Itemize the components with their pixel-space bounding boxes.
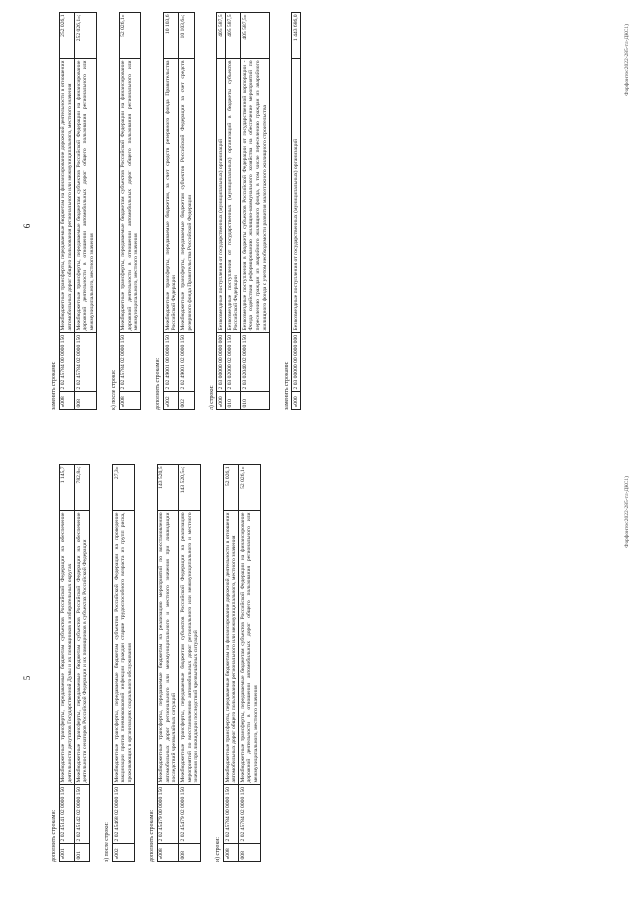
budget-code-cell: 2 03 00000 00 0000 000 <box>292 333 301 392</box>
section-intro: заменить строками: <box>51 361 57 410</box>
amendment-table <box>59 12 97 410</box>
amount-cell: 52 026,1» <box>239 465 261 511</box>
table-row <box>113 465 135 862</box>
budget-code-cell: 2 02 49001 00 0000 150 <box>164 333 179 392</box>
budget-code-cell: 2 02 45784 02 0000 150 <box>119 333 141 392</box>
revenue-name-cell: Безвозмездные поступления от государственных (муниципальных) организаций в бюджеты субъектов Российской Федерации <box>226 60 240 331</box>
budget-code-cell: 2 02 45784 02 0000 150 <box>239 785 261 844</box>
amount-cell: 405 587,5 <box>217 13 226 59</box>
table-row <box>179 465 201 862</box>
amount-cell: 10 103,6 <box>164 13 179 59</box>
budget-code-cell: 2 02 45784 00 0000 150 <box>59 333 74 392</box>
page-number: 5 <box>22 675 32 681</box>
section-intro: л) строки: <box>208 385 215 410</box>
amendment-table <box>157 464 202 862</box>
table-row <box>164 13 179 410</box>
table-row <box>179 13 194 410</box>
table-row <box>75 13 97 410</box>
page-footer: Фарфонтос2022-285-тл-ДКС1) <box>624 476 630 548</box>
budget-code-cell: 2 03 02040 02 0000 150 <box>241 333 269 392</box>
revenue-name-cell: Безвозмездные поступления от государственных (муниципальных) организаций <box>292 59 301 333</box>
amount-cell: 782,8»; <box>75 465 90 511</box>
budget-code-cell: 2 03 00000 00 0000 000 <box>217 333 226 392</box>
table-row <box>217 13 226 410</box>
revenue-name-cell: Межбюджетные трансферты, передаваемые бюджетам на финансирование дорожной деятельности в отношении автомобильных дорог общего пользования регионального или межмуниципального, местного значения <box>224 512 238 783</box>
revenue-name-cell: Межбюджетные трансферты, передаваемые бюджетам субъектов Российской Федерации на реализацию мероприятий по восстановлению автомобильных дорог регионального или межмуниципального и местного значения при ликвидации последствий чрезвычайных ситуаций <box>179 512 200 783</box>
admin-code-cell: 010 <box>241 392 269 410</box>
page-5-content <box>48 464 261 862</box>
revenue-name-cell: Межбюджетные трансферты, передаваемые бюджетам субъектов Российской Федерации на обеспечение деятельности сенаторов Российской Федерации и их помощников в субъектах Российской Федерации <box>75 512 89 783</box>
amount-cell: 27,3» <box>113 465 135 511</box>
amount-cell: 52 026,1 <box>224 465 239 511</box>
amount-cell: 405 587,5» <box>241 13 269 59</box>
admin-code-cell: «008 <box>59 392 74 410</box>
section-intro: заменить строками: <box>283 361 290 410</box>
revenue-name-cell: Межбюджетные трансферты, передаваемые бюджетам субъектов Российской Федерации на финансирование дорожной деятельности в отношении автомобильных дорог общего пользования регионального или межмуниципального, местного значения <box>120 60 140 331</box>
section-intro: дополнить строками: <box>51 809 57 862</box>
table-row <box>239 465 261 862</box>
amendment-table <box>59 464 90 862</box>
revenue-name-cell: Межбюджетные трансферты, передаваемые бюджетам на реализацию мероприятий по восстановлению автомобильных дорог регионального или межмуниципального и местного значения при ликвидации последствий чрезвычайных ситуаций <box>158 512 178 783</box>
admin-code-cell: 008 <box>75 392 97 410</box>
admin-code-cell: 008 <box>179 844 201 862</box>
admin-code-cell: «002 <box>164 392 179 410</box>
amendment-table <box>291 12 301 410</box>
amount-cell: 52 026,1» <box>119 13 141 59</box>
page-number: 6 <box>22 223 32 229</box>
admin-code-cell: «008 <box>119 392 141 410</box>
revenue-name-cell: Межбюджетные трансферты, передаваемые бюджетам субъектов Российской Федерации на проведение вакцинации против пневмококковой инфекции граждан старше трудоспособного возраста из групп риска, проживающих в организациях социального обслуживания <box>113 512 133 783</box>
budget-code-cell: 2 02 45784 00 0000 150 <box>224 785 239 844</box>
budget-code-cell: 2 02 45141 02 0000 150 <box>59 785 74 844</box>
admin-code-cell: «008 <box>224 844 239 862</box>
amount-cell: 1 443 686,0 <box>292 13 301 59</box>
revenue-name-cell: Межбюджетные трансферты, передаваемые бюджетам, за счет средств резервного фонда Правительства Российской Федерации <box>164 60 178 331</box>
revenue-name-cell: Межбюджетные трансферты, передаваемые бюджетам на финансирование дорожной деятельности в отношении автомобильных дорог общего пользования регионального или межмуниципального, местного значения <box>60 60 73 331</box>
amount-cell: 405 587,5 <box>226 13 241 59</box>
admin-code-cell: 010 <box>226 392 241 410</box>
budget-code-cell: 2 02 45468 02 0000 150 <box>113 785 135 844</box>
admin-code-cell: «001 <box>59 844 74 862</box>
section-intro: дополнить строками: <box>148 809 155 862</box>
admin-code-cell: 001 <box>75 844 90 862</box>
budget-code-cell: 2 02 45142 02 0000 150 <box>75 785 90 844</box>
budget-code-cell: 2 02 49001 02 0000 150 <box>179 333 194 392</box>
admin-code-cell: «000 <box>292 392 301 410</box>
budget-code-cell: 2 03 02000 02 0000 150 <box>226 333 241 392</box>
page-6-content <box>48 12 301 410</box>
table-row <box>59 465 74 862</box>
amount-cell: 143 520,5»; <box>179 465 201 511</box>
page-5 <box>0 452 640 904</box>
budget-code-cell: 2 02 45479 02 0000 150 <box>179 785 201 844</box>
amendment-table <box>216 12 269 410</box>
section-intro: к) после строки: <box>110 369 117 410</box>
revenue-name-cell: Межбюджетные трансферты, передаваемые бюджетам субъектов Российской Федерации на финансирование дорожной деятельности в отношении автомобильных дорог общего пользования регионального или межмуниципального, местного значения <box>75 60 95 331</box>
amendment-table <box>119 12 142 410</box>
revenue-name-cell: Межбюджетные трансферты, передаваемые бюджетам субъектов Российской Федерации за счет средств резервного фонда Правительства Российской Федерации <box>179 60 193 331</box>
amendment-table <box>163 12 194 410</box>
amount-cell: 252 026,1 <box>59 13 74 59</box>
table-row <box>224 465 239 862</box>
admin-code-cell: 008 <box>239 844 261 862</box>
revenue-name-cell: Безвозмездные поступления в бюджеты субъектов Российской Федерации от государственной корпорации - Фонда содействия реформированию жилищно-коммунального хозяйства на обеспечение мероприятий по переселению граждан из аварийного жилищного фонда, в том числе переселению граждан из аварийного жилищного фонда с учетом необходимости развития малоэтажного жилищного строительства <box>241 60 268 331</box>
section-intro: з) после строки: <box>104 822 111 862</box>
section-intro: и) строки: <box>215 837 222 862</box>
amount-cell: 1 145,7 <box>59 465 74 511</box>
amount-cell: 143 520,5 <box>157 465 179 511</box>
revenue-name-cell: Межбюджетные трансферты, передаваемые бюджетам субъектов Российской Федерации на финансирование дорожной деятельности в отношении автомобильных дорог общего пользования регионального или межмуниципального, местного значения <box>239 512 259 783</box>
amount-cell: 10 103,6»; <box>179 13 194 59</box>
table-row <box>59 13 74 410</box>
budget-code-cell: 2 02 45784 02 0000 150 <box>75 333 97 392</box>
admin-code-cell: «002 <box>113 844 135 862</box>
table-row <box>75 465 90 862</box>
admin-code-cell: 002 <box>179 392 194 410</box>
revenue-name-cell: Безвозмездные поступления от государственных (муниципальных) организаций <box>217 59 226 333</box>
amendment-table <box>223 464 261 862</box>
table-row <box>119 13 141 410</box>
table-row <box>157 465 179 862</box>
budget-code-cell: 2 02 45479 00 0000 150 <box>157 785 179 844</box>
table-row <box>241 13 269 410</box>
section-intro: дополнить строками: <box>155 357 162 410</box>
admin-code-cell: «008 <box>157 844 179 862</box>
amount-cell: 252 026,1»; <box>75 13 97 59</box>
table-row <box>292 13 301 410</box>
page-footer: Фарфонтос2022-285-тл-ДКС1) <box>624 24 630 96</box>
admin-code-cell: «000 <box>217 392 226 410</box>
revenue-name-cell: Межбюджетные трансферты, передаваемые бюджетам субъектов Российской Федерации на обеспечение деятельности депутатов Государственной Думы и их помощников в избирательных округах <box>60 512 73 783</box>
table-row <box>226 13 241 410</box>
amendment-table <box>112 464 135 862</box>
